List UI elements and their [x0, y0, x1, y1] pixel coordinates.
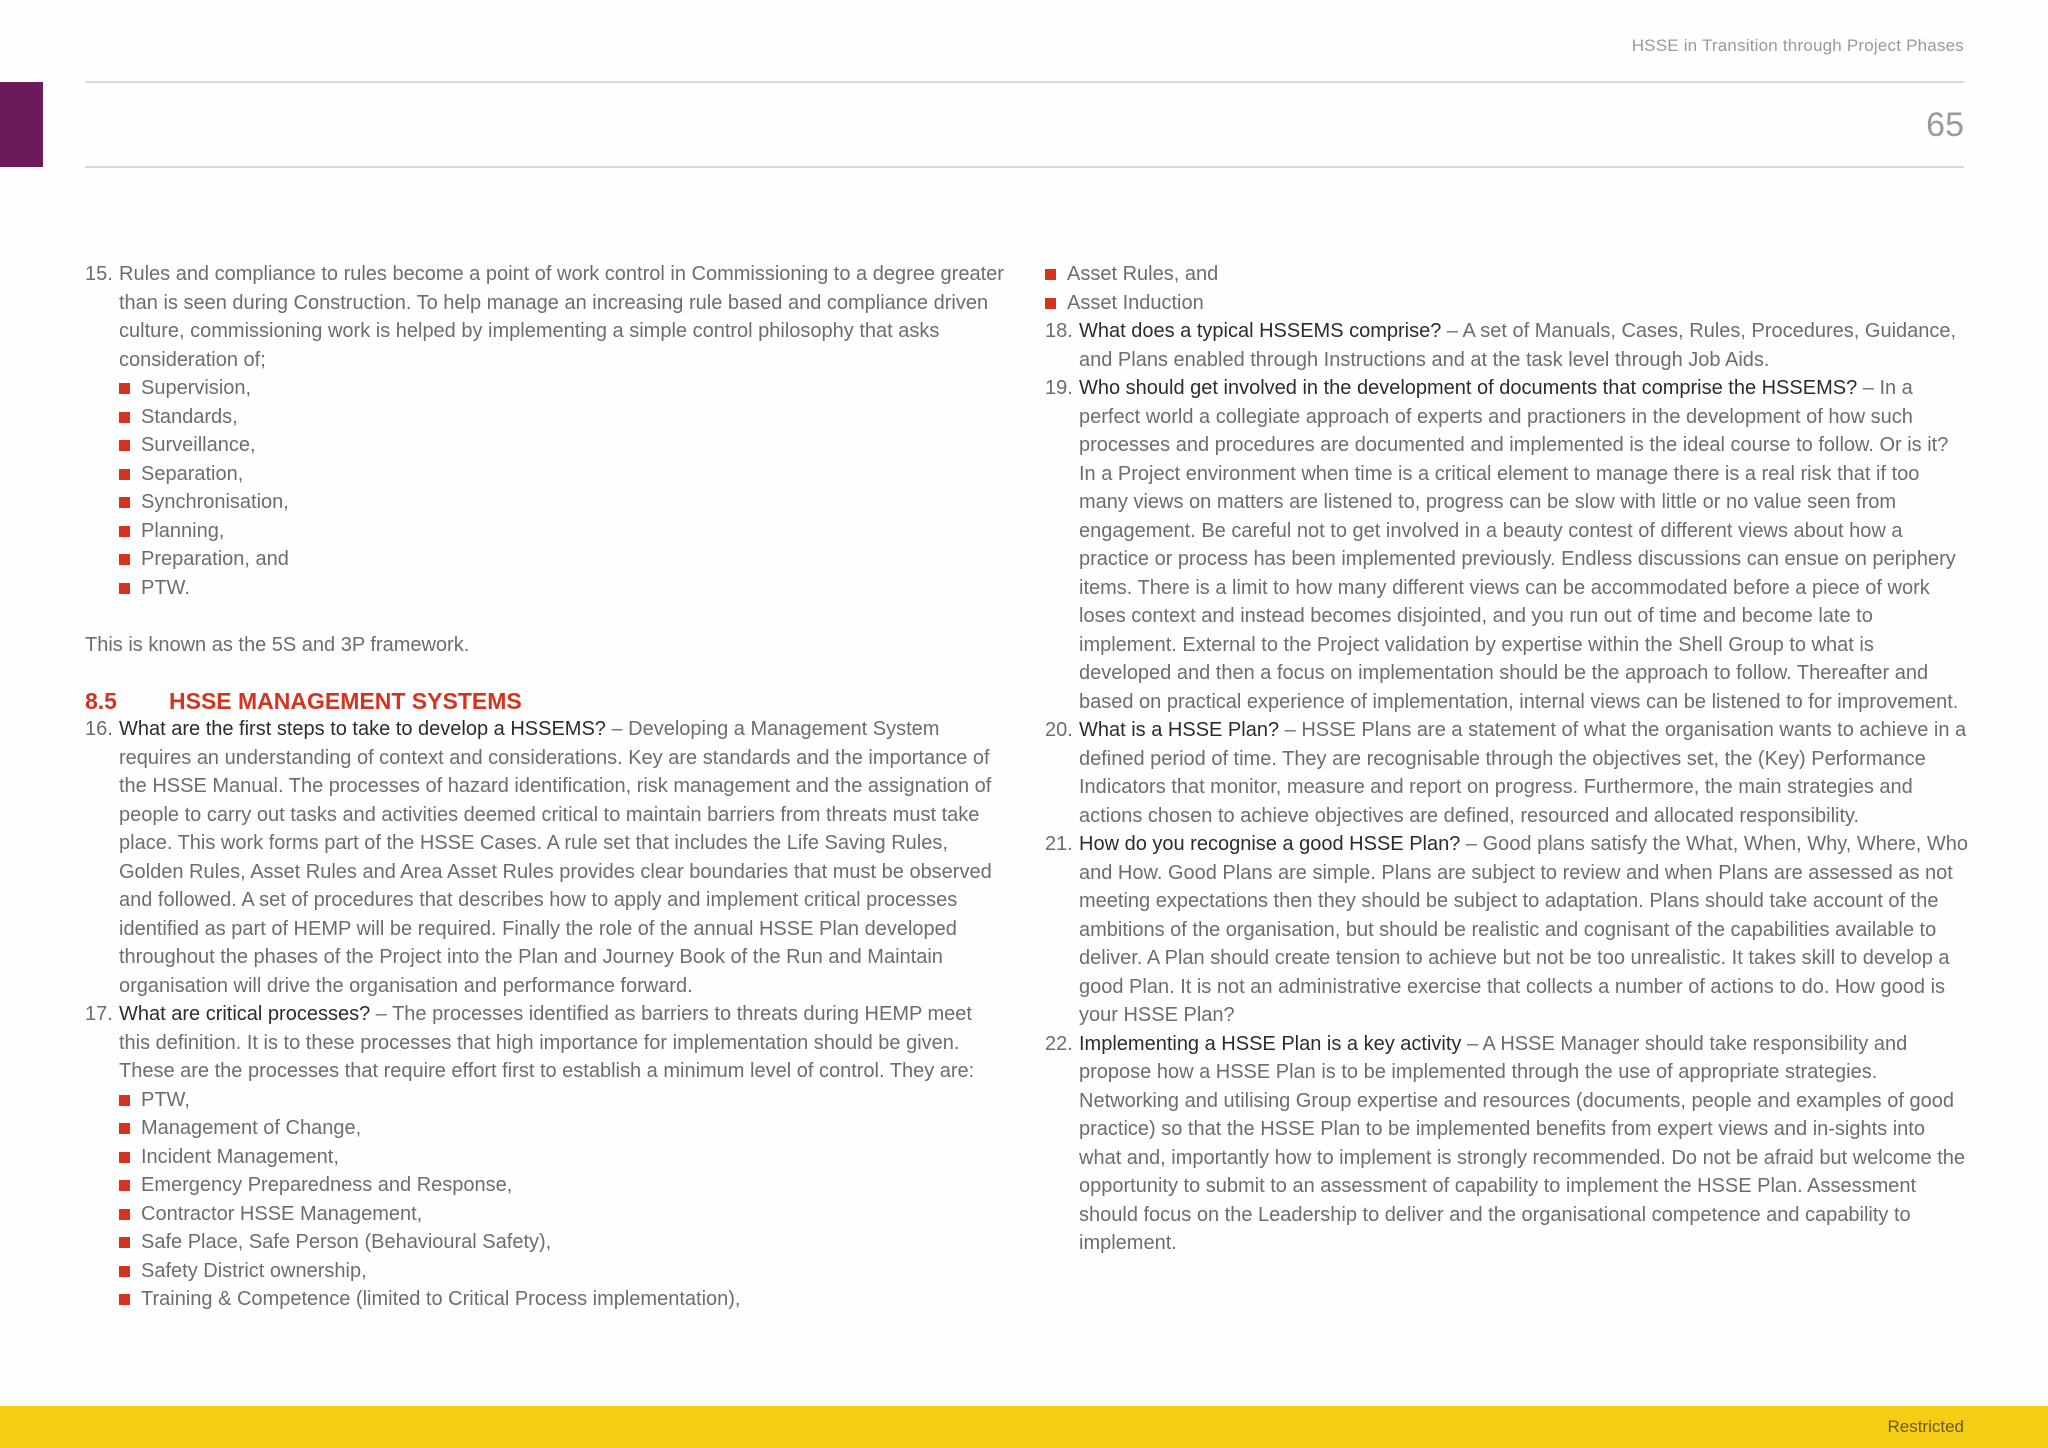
page-number: 65 — [1926, 106, 1964, 144]
left-column — [85, 260, 1005, 1314]
list-item: Asset Induction — [1045, 289, 1970, 318]
list-item-17 — [85, 1000, 1005, 1314]
item-text: – In a perfect world a collegiate approach of experts and practioners in the development of how such processes and procedures are documented and implemented is the ideal course to follow. Or is it? In a Project environment when time is a critical element to manage there is a real risk that if too many views on matters are listened to, progress can be slow with little or no value seen from engagement. Be careful not to get involved in a beauty contest of different views about how a practice or process has been implemented previously. Endless discussions can ensue on periphery items. There is a limit to how many different views can be accommodated before a piece of work loses context and instead becomes disjointed, and you run out of time and become late to implement. External to the Project validation by expertise within the Shell Group to what is developed and then a focus on implementation should be the approach to follow. Thereafter and based on practical experience of implementation, internal views can be listened to for improvement. — [1079, 377, 1959, 713]
item-question: Who should get involved in the development of documents that comprise the HSSEMS? — [1079, 377, 1858, 399]
item-question: Implementing a HSSE Plan is a key activity — [1079, 1032, 1462, 1055]
section-number: 8.5 — [85, 688, 117, 714]
item-question: What are the first steps to take to develop a HSSEMS? — [119, 718, 606, 740]
bullet-list-continued — [1045, 260, 1970, 317]
chapter-accent-bar — [0, 82, 43, 167]
list-item: Safe Place, Safe Person (Behavioural Safety), — [119, 1228, 1005, 1257]
list-item: Standards, — [119, 403, 1005, 432]
square-bullet-icon — [119, 1209, 130, 1220]
item-text: – A set of Manuals, Cases, Rules, Procedures, Guidance, and Plans enabled through Instructions and at the task level through Job Aids. — [1079, 320, 1957, 371]
list-item: Management of Change, — [119, 1114, 1005, 1143]
square-bullet-icon — [119, 440, 130, 451]
section-title: HSSE MANAGEMENT SYSTEMS — [169, 688, 522, 714]
list-item-18 — [1045, 317, 1970, 374]
square-bullet-icon — [119, 1266, 130, 1277]
list-item: Separation, — [119, 460, 1005, 489]
list-item-19 — [1045, 374, 1970, 716]
classification-label: Restricted — [1887, 1417, 1964, 1436]
item-number: 21. — [1045, 833, 1073, 855]
header-title: HSSE in Transition through Project Phases — [1631, 36, 1964, 55]
item-text: – A HSSE Manager should take responsibility and propose how a HSSE Plan is to be implemented through the use of appropriate strategies. Networking and utilising Group expertise and resources (documents, people and examples of good practice) so that the HSSE Plan to be implemented benefits from expert views and in-sights into what and, importantly how to implement is strongly recommended. Do not be afraid but welcome the opportunity to submit to an assessment of capability to implement the HSSE Plan. Assessment should focus on the Leadership to deliver and the organisational competence and capability to implement. — [1079, 1032, 1965, 1254]
list-item: Safety District ownership, — [119, 1257, 1005, 1286]
item-question: How do you recognise a good HSSE Plan? — [1079, 833, 1461, 855]
section-heading — [85, 687, 1005, 715]
square-bullet-icon — [119, 1095, 130, 1106]
list-item: Emergency Preparedness and Response, — [119, 1171, 1005, 1200]
item-text: – Developing a Management System requires an understanding of context and considerations. Key are standards and the importance of the HSSE Manual. The processes of hazard identification, risk management and the assignation of people to carry out tasks and activities deemed critical to maintain barriers from threats must take place. This work forms part of the HSSE Cases. A rule set that includes the Life Saving Rules, Golden Rules, Asset Rules and Area Asset Rules provides clear boundaries that must be observed and followed. A set of procedures that describes how to apply and implement critical processes identified as part of HEMP will be required. Finally the role of the annual HSSE Plan developed throughout the phases of the Project into the Plan and Journey Book of the Run and Maintain organisation will drive the organisation and performance forward. — [119, 718, 992, 997]
list-item: Supervision, — [119, 374, 1005, 403]
list-item: Synchronisation, — [119, 488, 1005, 517]
item-number: 20. — [1045, 719, 1073, 741]
item-text: – HSSE Plans are a statement of what the organisation wants to achieve in a defined period of time. They are recognisable through the objectives set, the (Key) Performance Indicators that monitor, measure and report on progress. Furthermore, the main strategies and actions chosen to achieve objectives are defined, resourced and allocated responsibility. — [1079, 719, 1967, 827]
framework-note: This is known as the 5S and 3P framework. — [85, 633, 470, 656]
item-question: What does a typical HSSEMS comprise? — [1079, 320, 1442, 342]
list-item: PTW. — [119, 574, 1005, 603]
square-bullet-icon — [119, 583, 130, 594]
list-item: PTW, — [119, 1086, 1005, 1115]
item-number: 17. — [85, 1003, 113, 1025]
square-bullet-icon — [1045, 298, 1056, 309]
list-item: Incident Management, — [119, 1143, 1005, 1172]
square-bullet-icon — [1045, 269, 1056, 280]
list-item-16 — [85, 715, 1005, 1000]
list-item: Surveillance, — [119, 431, 1005, 460]
item-number: 15. — [85, 263, 113, 285]
list-item-15 — [85, 260, 1005, 602]
item-question: What is a HSSE Plan? — [1079, 719, 1280, 741]
list-item: Asset Rules, and — [1045, 260, 1970, 289]
header-rule-bottom — [85, 166, 1964, 168]
square-bullet-icon — [119, 1237, 130, 1248]
square-bullet-icon — [119, 554, 130, 565]
right-column — [1045, 260, 1970, 1258]
square-bullet-icon — [119, 1294, 130, 1305]
item-text: Rules and compliance to rules become a point of work control in Commissioning to a degree greater than is seen during Construction. To help manage an increasing rule based and compliance driven culture, commissioning work is helped by implementing a simple control philosophy that asks consideration of; — [119, 263, 1004, 371]
header-rule-top — [85, 81, 1964, 83]
item-number: 19. — [1045, 377, 1073, 399]
list-item-22 — [1045, 1030, 1970, 1258]
list-item-21 — [1045, 830, 1970, 1030]
item-number: 18. — [1045, 320, 1073, 342]
square-bullet-icon — [119, 412, 130, 423]
square-bullet-icon — [119, 1123, 130, 1134]
item-question: What are critical processes? — [119, 1003, 371, 1025]
square-bullet-icon — [119, 497, 130, 508]
item-text: – The processes identified as barriers to threats during HEMP meet this definition. It is to these processes that high importance for implementation should be given. These are the processes that require effort first to establish a minimum level of control. They are: — [119, 1003, 975, 1082]
square-bullet-icon — [119, 526, 130, 537]
list-item: Contractor HSSE Management, — [119, 1200, 1005, 1229]
footer-bar — [0, 1406, 2048, 1448]
square-bullet-icon — [119, 1180, 130, 1191]
square-bullet-icon — [119, 469, 130, 480]
list-item: Planning, — [119, 517, 1005, 546]
item-number: 22. — [1045, 1032, 1073, 1055]
list-item: Training & Competence (limited to Critical Process implementation), — [119, 1285, 1005, 1314]
list-item-20 — [1045, 716, 1970, 830]
list-item: Preparation, and — [119, 545, 1005, 574]
square-bullet-icon — [119, 383, 130, 394]
item-text: – Good plans satisfy the What, When, Why, Where, Who and How. Good Plans are simple. Plans are subject to review and when Plans are assessed as not meeting expectations then they should be subject to adaptation. Plans should take account of the ambitions of the organisation, but should be realistic and cognisant of the capabilities available to deliver. A Plan should create tension to achieve but not be too unrealistic. It takes skill to develop a good Plan. It is not an administrative exercise that collects a number of actions to do. How good is your HSSE Plan? — [1079, 833, 1968, 1026]
item-number: 16. — [85, 718, 113, 740]
bullet-list-critical-processes — [119, 1086, 1005, 1314]
square-bullet-icon — [119, 1152, 130, 1163]
bullet-list-5s3p — [119, 374, 1005, 602]
